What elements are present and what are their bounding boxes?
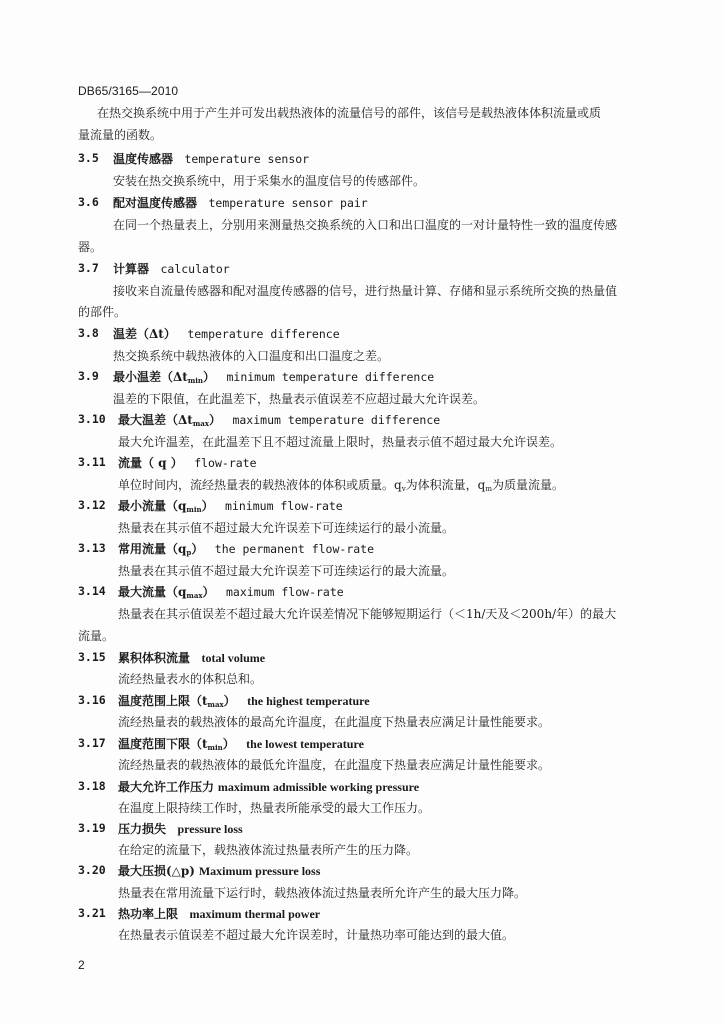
term-cn-post: ） bbox=[222, 737, 235, 751]
clause-number-3-18: 3.18 bbox=[78, 779, 106, 793]
clause-number-3-12: 3.12 bbox=[78, 498, 106, 512]
term-en: temperature sensor pair bbox=[208, 196, 368, 210]
subscript-m: m bbox=[485, 485, 492, 493]
term-cn-subscript: min bbox=[187, 376, 204, 385]
term-cn bbox=[113, 370, 215, 384]
definition-3-6-line-2: 器。 bbox=[78, 240, 103, 254]
intro-line-1: 在热交换系统中用于产生并可发出载热液体的流量信号的部件，该信号是载热液体体积流量或质 bbox=[97, 106, 602, 120]
clause-number-3-10: 3.10 bbox=[78, 412, 106, 426]
clause-number-3-6: 3.6 bbox=[78, 195, 99, 209]
term-heading-3-8 bbox=[113, 325, 340, 343]
term-cn: 温差（Δt） bbox=[113, 327, 176, 341]
clause-number-3-11: 3.11 bbox=[78, 455, 106, 469]
term-cn bbox=[118, 737, 235, 751]
clause-number-3-13: 3.13 bbox=[78, 541, 106, 555]
term-cn-pre: 最大流量（q bbox=[118, 585, 187, 599]
definition-3-13: 热量表在其示值不超过最大允许误差下可连续运行的最大流量。 bbox=[118, 564, 455, 578]
term-en: minimum flow-rate bbox=[225, 499, 343, 513]
page-number: 2 bbox=[78, 958, 85, 972]
definition-part-a: 单位时间内，流经热量表的载热液体的体积或质量。q bbox=[118, 478, 402, 492]
term-heading-3-7 bbox=[113, 260, 230, 278]
term-heading-3-14 bbox=[118, 583, 344, 605]
definition-part-c: 为质量流量。 bbox=[491, 478, 564, 492]
term-cn: 压力损失 bbox=[118, 822, 167, 836]
term-heading-3-6 bbox=[113, 194, 368, 212]
definition-3-9: 温差的下限值，在此温差下，热量表示值误差不应超过最大允许误差。 bbox=[113, 392, 486, 406]
term-cn: 温度传感器 bbox=[113, 152, 174, 166]
term-cn: 热功率上限 bbox=[118, 907, 179, 921]
clause-number-3-14: 3.14 bbox=[78, 584, 106, 598]
term-heading-3-17 bbox=[118, 735, 364, 757]
term-cn bbox=[118, 499, 214, 513]
definition-3-15: 流经热量表水的体积总和。 bbox=[118, 672, 263, 686]
term-cn-subscript: min bbox=[186, 505, 202, 514]
intro-line-2: 量流量的函数。 bbox=[78, 128, 163, 142]
term-heading-3-13 bbox=[118, 540, 374, 562]
term-en: pressure loss bbox=[177, 822, 243, 836]
clause-number-3-21: 3.21 bbox=[78, 906, 106, 920]
term-heading-3-20 bbox=[118, 862, 320, 880]
clause-number-3-15: 3.15 bbox=[78, 650, 106, 664]
term-heading-3-9 bbox=[113, 368, 434, 390]
term-en: the permanent flow-rate bbox=[214, 542, 375, 556]
term-cn-pre: 最小温差（Δt bbox=[113, 370, 188, 384]
definition-3-11 bbox=[118, 476, 564, 498]
definition-3-20: 热量表在常用流量下运行时，载热液体流过热量表所允许产生的最大压力降。 bbox=[118, 886, 527, 900]
term-en: maximum temperature difference bbox=[232, 413, 441, 427]
term-en: the lowest temperature bbox=[246, 737, 364, 751]
term-en: temperature sensor bbox=[184, 152, 310, 166]
term-cn-subscript: max bbox=[186, 591, 203, 600]
clause-number-3-9: 3.9 bbox=[78, 369, 99, 383]
term-cn-pre: 温度范围下限（t bbox=[118, 737, 208, 751]
term-cn-subscript: p bbox=[186, 548, 192, 557]
term-cn: 最大压损(△p) bbox=[118, 864, 195, 878]
term-cn: 最大允许工作压力 bbox=[118, 780, 215, 794]
term-heading-3-15 bbox=[118, 649, 265, 667]
term-en: flow-rate bbox=[194, 456, 257, 470]
term-cn: 流量（ q ） bbox=[118, 456, 183, 470]
term-heading-3-21 bbox=[118, 905, 320, 923]
term-cn-subscript: max bbox=[207, 700, 224, 709]
term-heading-3-19 bbox=[118, 820, 243, 838]
term-cn bbox=[118, 542, 203, 556]
term-cn-subscript: min bbox=[207, 743, 223, 752]
term-cn bbox=[118, 413, 221, 427]
definition-3-10: 最大允许温差，在此温差下且不超过流量上限时，热量表示值不超过最大允许误差。 bbox=[118, 435, 563, 449]
definition-3-12: 热量表在其示值不超过最大允许误差下可连续运行的最小流量。 bbox=[118, 521, 455, 535]
term-cn: 计算器 bbox=[113, 262, 150, 276]
term-heading-3-16 bbox=[118, 692, 370, 714]
term-en: Maximum pressure loss bbox=[198, 864, 321, 878]
term-en: minimum temperature difference bbox=[226, 370, 435, 384]
term-cn-pre: 温度范围上限（t bbox=[118, 694, 208, 708]
term-heading-3-10 bbox=[118, 411, 440, 433]
term-cn-post: ） bbox=[223, 694, 236, 708]
definition-3-17: 流经热量表的载热液体的最低允许温度，在此温度下热量表应满足计量性能要求。 bbox=[118, 758, 551, 772]
term-en: maximum admissible working pressure bbox=[217, 780, 420, 794]
term-cn: 配对温度传感器 bbox=[113, 196, 198, 210]
clause-number-3-8: 3.8 bbox=[78, 326, 99, 340]
term-cn-post: ） bbox=[208, 413, 221, 427]
term-en: maximum flow-rate bbox=[226, 585, 344, 599]
definition-3-7-line-1: 接收来自流量传感器和配对温度传感器的信号，进行热量计算、存储和显示系统所交换的热量值 bbox=[113, 284, 618, 298]
definition-3-19: 在给定的流量下，载热液体流过热量表所产生的压力降。 bbox=[118, 843, 419, 857]
clause-number-3-19: 3.19 bbox=[78, 821, 106, 835]
term-cn-pre: 最小流量（q bbox=[118, 499, 187, 513]
term-cn-subscript: max bbox=[192, 419, 209, 428]
term-cn-pre: 最大温差（Δt bbox=[118, 413, 193, 427]
definition-part-b: 为体积流量，q bbox=[405, 478, 486, 492]
definition-3-18: 在温度上限持续工作时，热量表所能承受的最大工作压力。 bbox=[118, 801, 431, 815]
term-heading-3-12 bbox=[118, 497, 343, 519]
term-cn-post: ） bbox=[202, 585, 215, 599]
term-heading-3-5 bbox=[113, 150, 309, 168]
definition-3-14-line-2: 流量。 bbox=[78, 629, 115, 643]
definition-3-5: 安装在热交换系统中，用于采集水的温度信号的传感部件。 bbox=[113, 174, 426, 188]
term-cn-post: ） bbox=[191, 542, 204, 556]
term-cn bbox=[118, 585, 215, 599]
term-heading-3-18 bbox=[118, 778, 419, 796]
definition-3-7-line-2: 的部件。 bbox=[78, 305, 127, 319]
definition-3-6-line-1: 在同一个热量表上，分别用来测量热交换系统的入口和出口温度的一对计量特性一致的温度传感 bbox=[113, 218, 618, 232]
clause-number-3-5: 3.5 bbox=[78, 151, 99, 165]
clause-number-3-7: 3.7 bbox=[78, 261, 99, 275]
term-cn bbox=[118, 694, 236, 708]
term-en: calculator bbox=[160, 262, 230, 276]
term-en: temperature difference bbox=[187, 327, 340, 341]
term-cn-post: ） bbox=[201, 499, 214, 513]
definition-3-16: 流经热量表的载热液体的最高允许温度，在此温度下热量表应满足计量性能要求。 bbox=[118, 715, 551, 729]
term-en: maximum thermal power bbox=[189, 907, 321, 921]
clause-number-3-20: 3.20 bbox=[78, 863, 106, 877]
definition-3-8: 热交换系统中载热液体的入口温度和出口温度之差。 bbox=[113, 349, 390, 363]
term-en: total volume bbox=[201, 651, 266, 665]
term-heading-3-11 bbox=[118, 454, 257, 472]
standard-code-header: DB65/3165—2010 bbox=[78, 84, 179, 98]
term-cn-pre: 常用流量（q bbox=[118, 542, 187, 556]
term-cn: 累积体积流量 bbox=[118, 651, 191, 665]
term-en: the highest temperature bbox=[247, 694, 370, 708]
subscript-v: v bbox=[401, 485, 406, 493]
term-cn-post: ） bbox=[203, 370, 216, 384]
definition-3-14-line-1: 热量表在其示值误差不超过最大允许误差情况下能够短期运行（＜1h/天及＜200h/年）的最大 bbox=[118, 607, 617, 621]
clause-number-3-17: 3.17 bbox=[78, 736, 106, 750]
clause-number-3-16: 3.16 bbox=[78, 693, 106, 707]
definition-3-21: 在热量表示值误差不超过最大允许误差时，计量热功率可能达到的最大值。 bbox=[118, 928, 515, 942]
